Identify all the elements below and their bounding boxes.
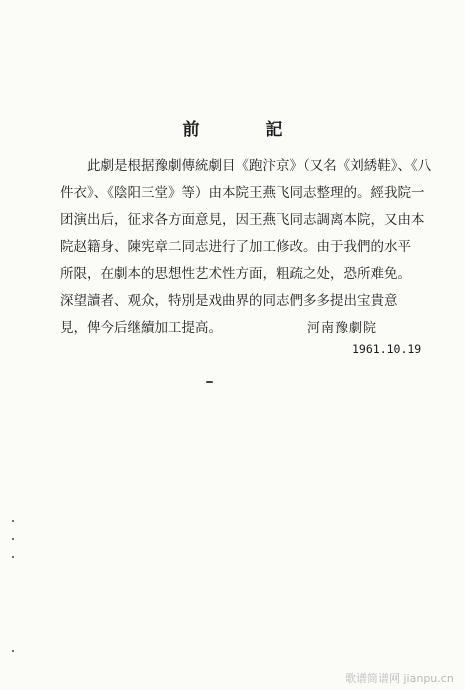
date: 1961.10.19 [352,342,422,356]
body-line: 团演出后，征求各方面意見，因王燕飞同志調离本院，又由本 [60,212,425,228]
body-line: 所限，在劇本的思想性艺术性方面，粗疏之处，恐所难免。 [60,266,411,282]
preface-body [60,153,432,342]
scan-speck [206,381,213,383]
body-line: 院赵籍身、陳宪章二同志进行了加工修改。由于我們的水平 [60,239,411,255]
scan-speck [12,556,14,558]
watermark: 歌谱简谱网 jianpu.cn [345,672,454,685]
signature: 河南豫劇院 [307,321,378,336]
body-line: 件衣》、《陰阳三堂》等）由本院王燕飞同志整理的。經我院一 [60,185,425,201]
page-title: 前 記 [182,120,313,140]
scan-speck [12,650,14,652]
body-line: 此劇是根据豫劇傳統劇目《跑汴京》（又名《刘綉鞋》、《八 [87,158,432,174]
body-line: 見，俾今后继續加工提高。 [60,320,222,336]
scan-speck [12,520,14,522]
scan-speck [12,538,14,540]
body-line: 深望讀者、观众，特別是戏曲界的同志們多多提出宝貴意 [60,293,398,309]
